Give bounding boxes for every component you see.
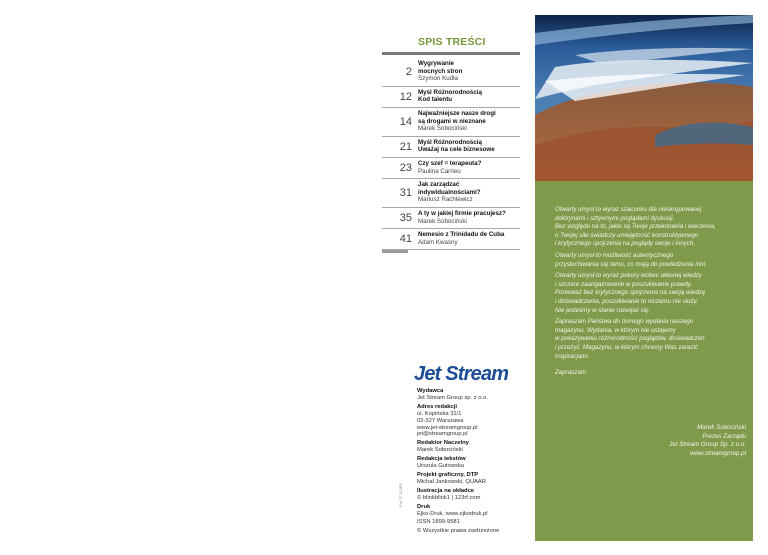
masthead-item [417, 404, 529, 439]
masthead-label: Druk [417, 503, 431, 510]
editorial-paragraph: Otwarty umysł to możliwość autentycznego przysłuchiwania się temu, co mają do powiedzenia inni. [555, 251, 707, 268]
masthead-value: © blinkblink1 | 123rf.com [417, 494, 481, 501]
masthead-item [417, 519, 529, 526]
editorial-paragraph: Zapraszam [555, 369, 586, 377]
editorial-signature: Marek Sobociński Prezes Zarządu Jet Stream Group Sp. z o.o. www.streamgroup.pl [669, 424, 746, 457]
masthead-item [417, 528, 529, 535]
toc-entry-title: Myśl Różnorodnością Uważaj na cele biznesowe [418, 138, 495, 154]
masthead-value[interactable]: ul. Kopińska 31/1 02-327 Warszawa www.jet-streamgroup.pl jet@streamgroup.pl [417, 410, 478, 438]
brand-logo: Jet Stream [414, 363, 509, 385]
toc-page-number: 31 [399, 187, 412, 200]
toc-entry-title: Najważniejsze nasze drogi są drogami w nieznane [418, 109, 496, 125]
masthead-item [417, 504, 529, 518]
toc-entry[interactable] [382, 208, 520, 229]
masthead-value: Michał Jankowski, QUAAR [417, 478, 486, 485]
toc-entry-text [418, 181, 520, 204]
earth-orbit-image [535, 15, 753, 181]
masthead-item [417, 388, 529, 402]
masthead-label: Projekt graficzny, DTP [417, 471, 479, 478]
toc-page-number: 2 [405, 65, 412, 78]
masthead-value: Jet Stream Group sp. z o.o. [417, 394, 488, 401]
editorial-text [555, 206, 745, 381]
masthead-value: ISSN 1899-9581 [417, 519, 460, 526]
toc-entry-text [418, 139, 520, 154]
toc-entry-title: A ty w jakiej firmie pracujesz? [418, 209, 506, 217]
toc-entry-text [418, 231, 520, 246]
toc-entry[interactable] [382, 229, 520, 250]
toc-entry-title: Nemesio z Trinidadu de Cuba [418, 231, 505, 239]
editorial-paragraph: Zapraszam Państwa do ósmego wydania naszego magazynu. Wydania, w którym nie ustajemy w pokazywaniu różnorodności poglądów, doświadczeń i przeżyć. Magazynu, w którym chcemy Was zarazić inspiracjami. [555, 318, 705, 360]
toc-entry-author: Marek Sobociński [418, 125, 467, 133]
masthead-label: Redakcja tekstów [417, 456, 466, 463]
toc-entry-title: Myśl Różnorodnością Kod talentu [418, 88, 482, 104]
toc-entry-text [418, 89, 520, 104]
toc-divider [382, 52, 520, 55]
toc-page-number: 23 [399, 162, 412, 175]
toc-entry-author: Szymon Kudła [418, 75, 458, 83]
masthead-value: Urszula Gutowska [417, 463, 465, 470]
masthead-item [417, 488, 529, 502]
toc-title: SPIS TREŚCI [418, 36, 486, 48]
toc-entry-text [418, 160, 520, 175]
toc-entry[interactable] [382, 87, 520, 108]
masthead-value[interactable]: Ejko-Druk, www.ejkodruk.pl [417, 510, 488, 517]
toc-entry[interactable] [382, 158, 520, 179]
toc-entry[interactable] [382, 108, 520, 137]
masthead-label: Wydawca [417, 388, 444, 394]
toc-entry[interactable] [382, 179, 520, 208]
toc-page-number: 41 [399, 233, 412, 246]
toc-entry-author: Adam Kwaśny [418, 238, 458, 246]
masthead-label: Redaktor Naczelny [417, 440, 469, 447]
masthead-item [417, 472, 529, 486]
masthead-item [417, 456, 529, 470]
table-of-contents [382, 36, 520, 253]
toc-entry-author: Marek Sobociński [418, 217, 467, 225]
masthead-value: © Wszystkie prawa zastrzeżone [417, 528, 500, 535]
toc-entry-author: Mariusz Rachlewicz [418, 196, 473, 204]
toc-page-number: 14 [399, 115, 412, 128]
toc-entry-text [418, 110, 520, 133]
masthead-credits [417, 388, 529, 537]
toc-entry-title: Wygrywanie mocnych stron [418, 60, 463, 75]
toc-page-number: 12 [399, 90, 412, 103]
editorial-paragraph: Otwarty umysł to wyraz szacunku dla nieskrępowanej doktrynami i sztywnymi poglądami dyskusji. Bez względu na to, jakie są Twoje przekonania i wierzenia, o Twojej sile świadczy umiejętność konstruktywnego i krytycznego spojrzenia na poglądy swoje i innych. [555, 206, 716, 248]
toc-entry-author: Paulina Carrieu [418, 167, 461, 175]
toc-entry[interactable] [382, 58, 520, 87]
photo-credit-vertical: Fot. © 123RF [398, 482, 403, 507]
toc-entry-title: Jak zarządzać indywidualnościami? [418, 181, 481, 196]
masthead-item [417, 440, 529, 454]
toc-entry-text [418, 60, 520, 83]
masthead-value: Marek Sobociński [417, 447, 463, 454]
cover-photo [535, 15, 753, 181]
toc-entry-list [382, 58, 520, 250]
masthead-label: Ilustracja na okładce [417, 487, 475, 494]
toc-page-number: 35 [399, 212, 412, 224]
editorial-paragraph: Otwarty umysł to wyraz pokory wobec własnej wiedzy i szczere zaangażowanie w poszukiwanie prawdy. Ponieważ bez krytycznego spojrzenia na swoją wiedzę i doświadczenia, poszukiwanie to niczemu nie służy. Nie jesteśmy w stanie rozwijać się. [555, 272, 706, 314]
toc-page-number: 21 [399, 140, 412, 153]
toc-entry-title: Czy szef = terapeuta? [418, 159, 482, 167]
toc-entry-text [418, 210, 520, 225]
toc-end-bar [382, 250, 408, 253]
masthead-label: Adres redakcji [417, 403, 457, 410]
toc-entry[interactable] [382, 137, 520, 158]
